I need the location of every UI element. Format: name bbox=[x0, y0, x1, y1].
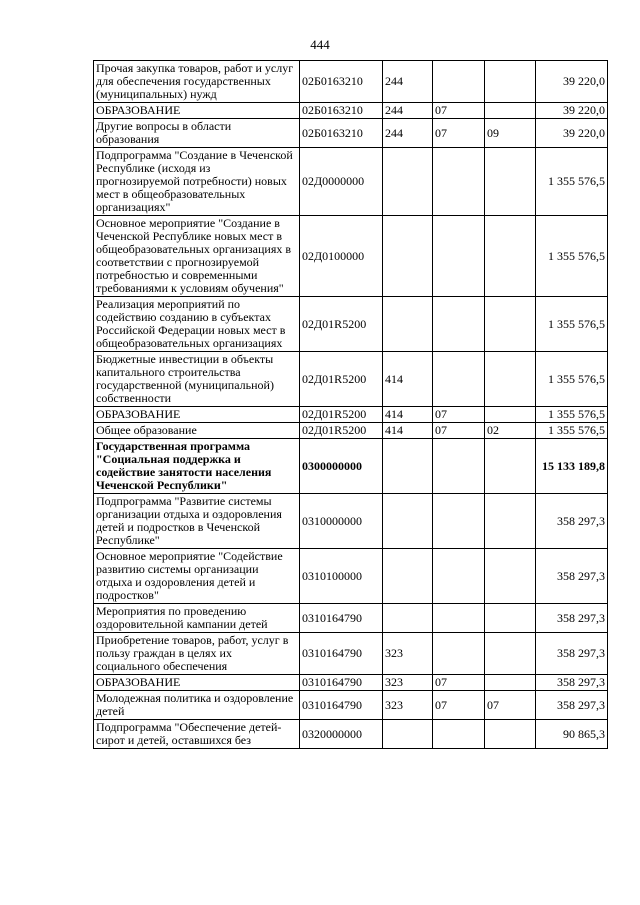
cell-code: 02Д01R5200 bbox=[300, 407, 383, 423]
table-row bbox=[94, 148, 608, 216]
cell-name: Другие вопросы в области образования bbox=[94, 119, 300, 148]
cell-pr bbox=[485, 148, 536, 216]
table-row bbox=[94, 103, 608, 119]
cell-rz bbox=[433, 61, 485, 103]
cell-sum: 1 355 576,5 bbox=[536, 148, 608, 216]
cell-code: 0310100000 bbox=[300, 549, 383, 604]
cell-name: ОБРАЗОВАНИЕ bbox=[94, 103, 300, 119]
table-row bbox=[94, 439, 608, 494]
cell-code: 0310164790 bbox=[300, 633, 383, 675]
cell-vr: 414 bbox=[383, 423, 433, 439]
cell-name: Приобретение товаров, работ, услуг в пользу граждан в целях их социального обеспечения bbox=[94, 633, 300, 675]
cell-sum: 358 297,3 bbox=[536, 691, 608, 720]
cell-vr bbox=[383, 297, 433, 352]
cell-rz bbox=[433, 494, 485, 549]
cell-vr: 323 bbox=[383, 633, 433, 675]
cell-name: Общее образование bbox=[94, 423, 300, 439]
cell-sum: 1 355 576,5 bbox=[536, 407, 608, 423]
cell-rz bbox=[433, 633, 485, 675]
cell-sum: 39 220,0 bbox=[536, 103, 608, 119]
cell-name: Государственная программа "Социальная поддержка и содействие занятости населения Чеченской Республики" bbox=[94, 439, 300, 494]
cell-rz: 07 bbox=[433, 119, 485, 148]
table-row bbox=[94, 423, 608, 439]
table-row bbox=[94, 604, 608, 633]
cell-pr bbox=[485, 297, 536, 352]
cell-rz bbox=[433, 549, 485, 604]
cell-sum: 90 865,3 bbox=[536, 720, 608, 749]
cell-vr: 414 bbox=[383, 407, 433, 423]
cell-name: Подпрограмма "Создание в Чеченской Республике (исходя из прогнозируемой потребности) новых мест в общеобразовательных организациях" bbox=[94, 148, 300, 216]
cell-name: Реализация мероприятий по содействию созданию в субъектах Российской Федерации новых мест в общеобразовательных организациях bbox=[94, 297, 300, 352]
cell-rz bbox=[433, 148, 485, 216]
cell-sum: 15 133 189,8 bbox=[536, 439, 608, 494]
cell-code: 0310164790 bbox=[300, 675, 383, 691]
cell-pr bbox=[485, 407, 536, 423]
cell-rz bbox=[433, 720, 485, 749]
cell-vr bbox=[383, 494, 433, 549]
cell-rz bbox=[433, 216, 485, 297]
cell-pr bbox=[485, 720, 536, 749]
cell-sum: 1 355 576,5 bbox=[536, 423, 608, 439]
cell-vr: 414 bbox=[383, 352, 433, 407]
cell-sum: 1 355 576,5 bbox=[536, 352, 608, 407]
table-row bbox=[94, 297, 608, 352]
cell-pr bbox=[485, 675, 536, 691]
cell-sum: 39 220,0 bbox=[536, 119, 608, 148]
cell-code: 02Д01R5200 bbox=[300, 423, 383, 439]
cell-code: 0310164790 bbox=[300, 691, 383, 720]
cell-code: 02Д01R5200 bbox=[300, 352, 383, 407]
cell-vr: 323 bbox=[383, 691, 433, 720]
cell-rz bbox=[433, 352, 485, 407]
page-number: 444 bbox=[310, 37, 330, 52]
table-row bbox=[94, 549, 608, 604]
cell-vr bbox=[383, 604, 433, 633]
cell-pr bbox=[485, 61, 536, 103]
cell-pr: 07 bbox=[485, 691, 536, 720]
cell-pr bbox=[485, 549, 536, 604]
cell-vr bbox=[383, 720, 433, 749]
cell-pr bbox=[485, 103, 536, 119]
cell-vr: 244 bbox=[383, 103, 433, 119]
cell-sum: 358 297,3 bbox=[536, 633, 608, 675]
table-row bbox=[94, 216, 608, 297]
table-row bbox=[94, 119, 608, 148]
cell-code: 02Д0100000 bbox=[300, 216, 383, 297]
cell-vr: 323 bbox=[383, 675, 433, 691]
cell-vr bbox=[383, 216, 433, 297]
cell-code: 02Б0163210 bbox=[300, 61, 383, 103]
cell-sum: 1 355 576,5 bbox=[536, 297, 608, 352]
cell-sum: 39 220,0 bbox=[536, 61, 608, 103]
cell-name: Мероприятия по проведению оздоровительной кампании детей bbox=[94, 604, 300, 633]
cell-name: ОБРАЗОВАНИЕ bbox=[94, 675, 300, 691]
cell-vr bbox=[383, 439, 433, 494]
cell-rz: 07 bbox=[433, 407, 485, 423]
cell-pr: 02 bbox=[485, 423, 536, 439]
cell-name: Бюджетные инвестиции в объекты капитального строительства государственной (муниципальной) собственности bbox=[94, 352, 300, 407]
cell-vr bbox=[383, 549, 433, 604]
cell-name: Молодежная политика и оздоровление детей bbox=[94, 691, 300, 720]
cell-pr bbox=[485, 494, 536, 549]
cell-name: Основное мероприятие "Создание в Чеченской Республике новых мест в общеобразовательных организациях в соответствии с прогнозируемой потребностью и современными требованиями к условиям обучения" bbox=[94, 216, 300, 297]
cell-sum: 358 297,3 bbox=[536, 604, 608, 633]
cell-rz: 07 bbox=[433, 423, 485, 439]
cell-code: 02Б0163210 bbox=[300, 103, 383, 119]
cell-sum: 358 297,3 bbox=[536, 494, 608, 549]
cell-rz: 07 bbox=[433, 691, 485, 720]
cell-sum: 1 355 576,5 bbox=[536, 216, 608, 297]
cell-rz: 07 bbox=[433, 103, 485, 119]
cell-code: 0310164790 bbox=[300, 604, 383, 633]
table-row bbox=[94, 720, 608, 749]
cell-name: Прочая закупка товаров, работ и услуг для обеспечения государственных (муниципальных) нужд bbox=[94, 61, 300, 103]
cell-code: 02Д0000000 bbox=[300, 148, 383, 216]
cell-vr: 244 bbox=[383, 61, 433, 103]
cell-code: 0320000000 bbox=[300, 720, 383, 749]
cell-code: 0300000000 bbox=[300, 439, 383, 494]
cell-name: Подпрограмма "Обеспечение детей-сирот и детей, оставшихся без bbox=[94, 720, 300, 749]
cell-rz bbox=[433, 439, 485, 494]
cell-code: 02Б0163210 bbox=[300, 119, 383, 148]
cell-rz bbox=[433, 297, 485, 352]
table-row bbox=[94, 691, 608, 720]
cell-pr bbox=[485, 352, 536, 407]
cell-sum: 358 297,3 bbox=[536, 675, 608, 691]
cell-rz: 07 bbox=[433, 675, 485, 691]
cell-pr bbox=[485, 633, 536, 675]
cell-pr bbox=[485, 216, 536, 297]
cell-name: Подпрограмма "Развитие системы организации отдыха и оздоровления детей и подростков в Чеченской Республике" bbox=[94, 494, 300, 549]
table-row bbox=[94, 352, 608, 407]
table-row bbox=[94, 633, 608, 675]
cell-vr: 244 bbox=[383, 119, 433, 148]
cell-vr bbox=[383, 148, 433, 216]
cell-sum: 358 297,3 bbox=[536, 549, 608, 604]
budget-table bbox=[93, 60, 608, 749]
cell-rz bbox=[433, 604, 485, 633]
table-row bbox=[94, 494, 608, 549]
cell-pr bbox=[485, 439, 536, 494]
cell-code: 0310000000 bbox=[300, 494, 383, 549]
cell-name: ОБРАЗОВАНИЕ bbox=[94, 407, 300, 423]
cell-code: 02Д01R5200 bbox=[300, 297, 383, 352]
table-row bbox=[94, 61, 608, 103]
cell-pr: 09 bbox=[485, 119, 536, 148]
table-row bbox=[94, 675, 608, 691]
cell-pr bbox=[485, 604, 536, 633]
cell-name: Основное мероприятие "Содействие развитию системы организации отдыха и оздоровления детей и подростков" bbox=[94, 549, 300, 604]
table-row bbox=[94, 407, 608, 423]
